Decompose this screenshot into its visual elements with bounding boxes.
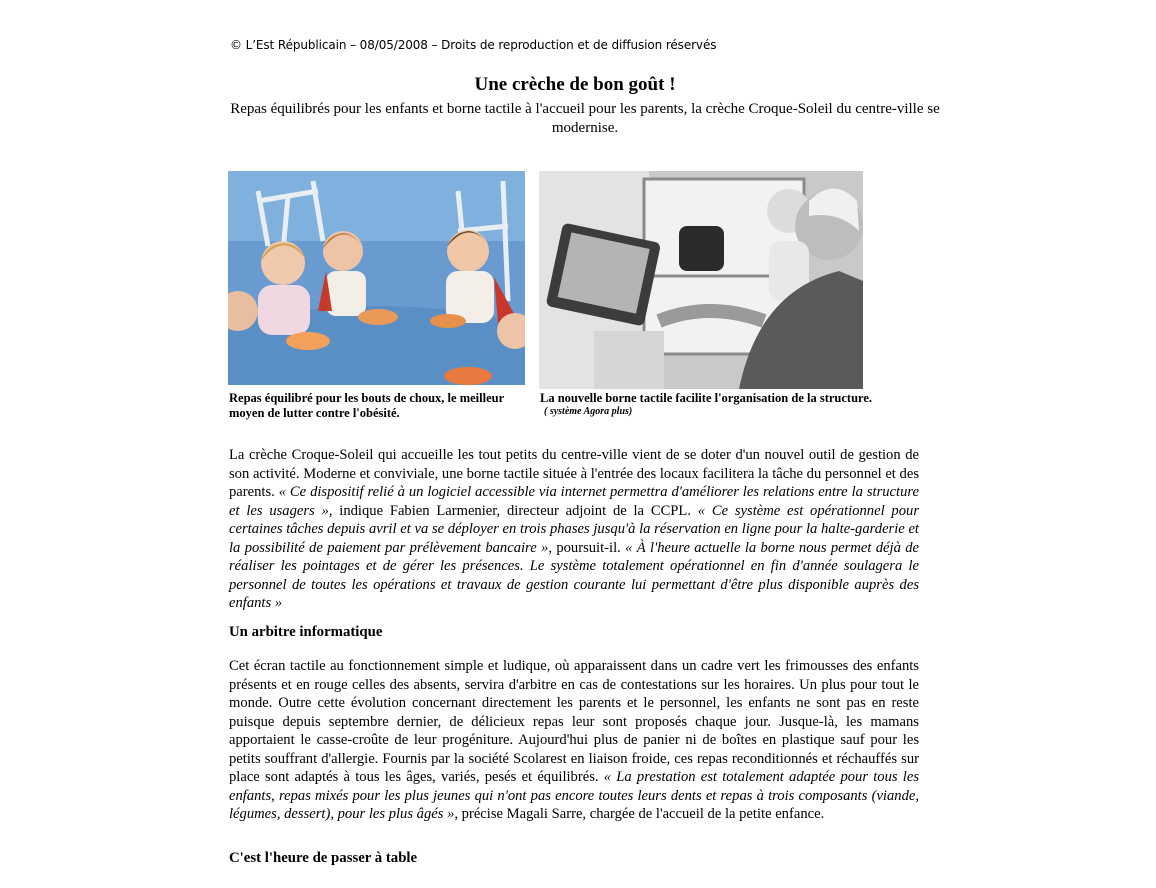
article-paragraph-1 [229,446,919,613]
photo-caption-meal: Repas équilibré pour les bouts de choux, le meilleur moyen de lutter contre l'obésité. [229,391,504,420]
copyright-notice: © L’Est Républicain – 08/05/2008 – Droits de reproduction et de diffusion réservés [230,38,717,52]
text-run: La crèche Croque-Soleil qui accueille les tout petits du centre-ville vient de se doter d'un nouvel outil de gestion de son activité. Moderne et conviviale, une borne tactile située à l'entrée des locaux facilitera la tâche du personnel et des parents. [229,447,919,500]
quote-run: « Ce système est opérationnel pour certaines tâches depuis avril et va se déployer en trois phases jusqu'à la réservation en ligne pour la halte-garderie et la possibilité de paiement par prélèvement bancaire » [229,502,919,556]
text-run: Cet écran tactile au fonctionnement simple et ludique, où apparaissent dans un cadre vert les frimousses des enfants présents et en rouge celles des absents, servira d'arbitre en cas de contestations sur les horaires. Un plus pour tout le monde. Outre cette évolution concernant directement les parents et le personnel, les enfants ne sont pas en reste puisque depuis septembre dernier, de délicieux repas leur sont proposés chaque jour. Jusque-là, les mamans apportaient le casse-croûte de leur progéniture. Aujourd'hui plus de panier ni de boîtes en plastique sauf pour les petits souffrant d'allergie. Fournis par la société Scolarest en liaison froide, ces repas reconditionnés et réchauffés sur place sont adaptés à tous les âges, variés, pesés et équilibrés. [229,658,919,785]
photo-caption-kiosk: La nouvelle borne tactile facilite l'organisation de la structure. [540,391,873,405]
quote-run: « La prestation est totalement adaptée pour tous les enfants, repas mixés pour les plus jeunes qui n'ont pas encore toutes leurs dents et repas à trois composants (viande, légumes, dessert), pour les plus âgés » [229,769,919,822]
article-title: Une crèche de bon goût ! [474,74,676,95]
photo-touch-kiosk [539,171,863,389]
article-paragraph-2 [229,657,919,824]
text-run: , indique Fabien Larmenier, directeur adjoint de la CCPL. [328,502,698,519]
quote-run: « Ce dispositif relié à un logiciel accessible via internet permettra d'améliorer les relations entre la structure et les usagers » [229,484,919,519]
photo-credit: ( système Agora plus) [544,406,633,417]
article-subtitle: Repas équilibrés pour les enfants et borne tactile à l'accueil pour les parents, la crèche Croque-Soleil du centre-ville se modernise. [230,101,940,136]
section-heading-table: C'est l'heure de passer à table [229,850,418,866]
section-heading-arbitre: Un arbitre informatique [229,624,383,640]
text-run: , précise Magali Sarre, chargée de l'accueil de la petite enfance. [454,806,825,822]
text-run: , poursuit-il. [548,539,626,556]
quote-run: « À l'heure actuelle la borne nous permet déjà de réaliser les pointages et de gérer les présences. Le système totalement opérationnel en fin d'année soulagera le personnel de toutes les opérations et travaux de gestion courante lui permettant d'être plus disponible auprès des enfants » [229,539,919,611]
photo-children-eating [228,171,525,385]
